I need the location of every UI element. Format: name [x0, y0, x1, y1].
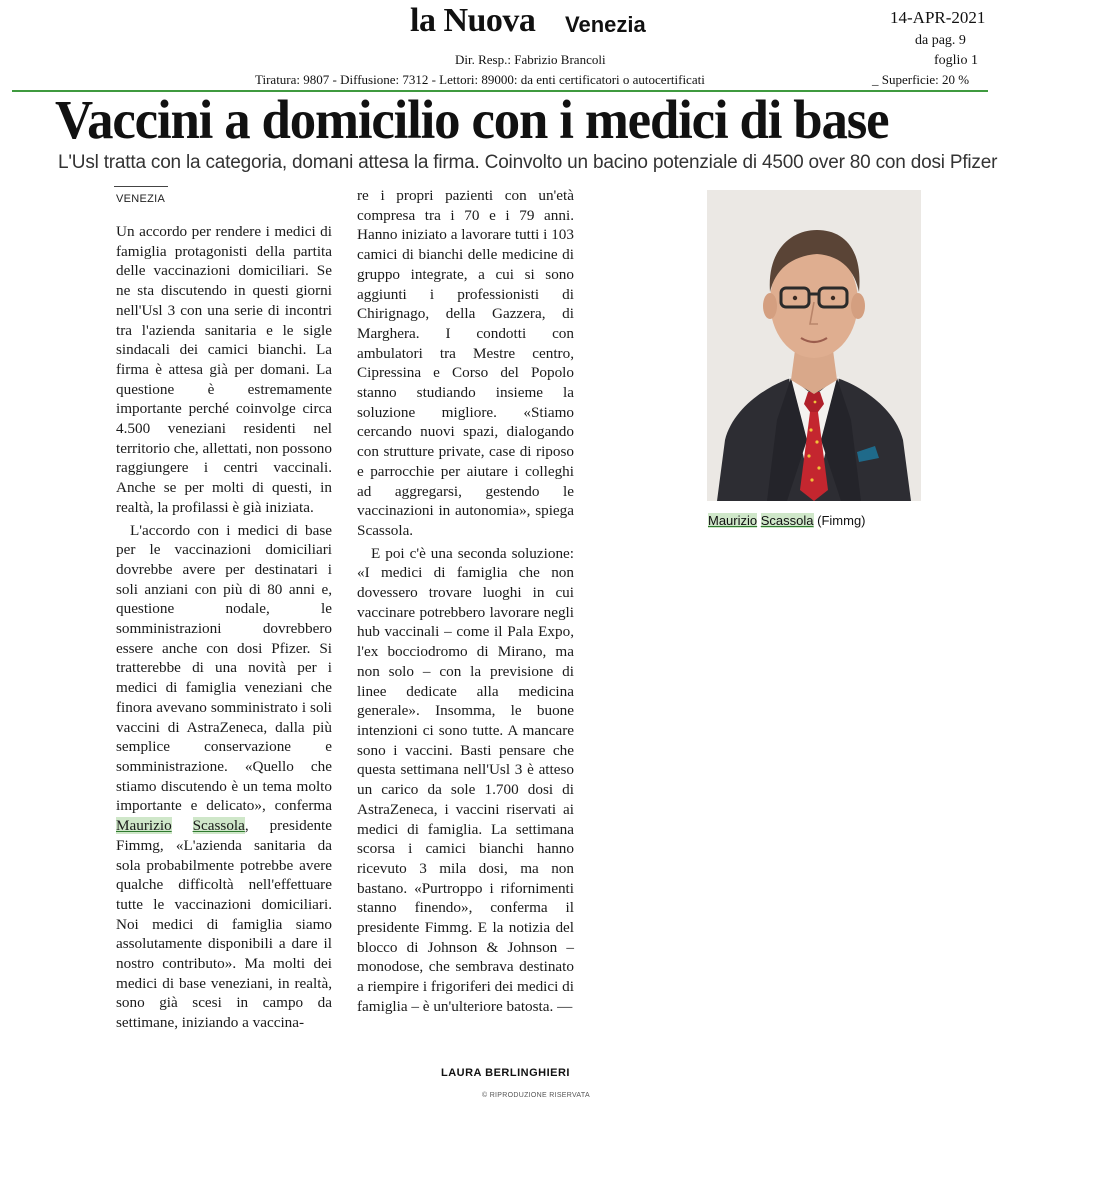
paragraph-2-text: L'accordo con i medici di base per le vaccinazioni domiciliari dovrebbe avere per destinatari i soli anziani con più di 80 anni e, questione nodale, le somministrazioni dovrebbero essere anche con dosi Pfizer. Si tratterebbe di una novità per i medici di famiglia veneziani che finora avevano somministrato i soli vaccini di AstraZeneca, dalla più semplice conservazione e somministrazione. «Quello che stiamo discutendo è un tema molto importante e delicato», conferma [116, 521, 332, 815]
article-column-2 [357, 186, 574, 1017]
edition-name: Venezia [565, 12, 646, 37]
paragraph-2 [116, 521, 332, 1033]
surface-percentage: _ Superficie: 20 % [872, 72, 970, 87]
portrait-photo [707, 190, 921, 501]
circulation-stats: Tiratura: 9807 - Diffusione: 7312 - Lettori: 89000: da enti certificatori o autocertificati [255, 72, 705, 87]
paragraph-4: E poi c'è una seconda soluzione: «I medici di famiglia che non dovessero trovare luoghi in cui vaccinare potrebbero lavorare negli hub vaccinali – come il Pala Expo, l'ex bocciodromo di Mirano, ma non solo – con la previsione di linee dedicate alla medicina generale». Insomma, le buone intenzioni ci sono tutte. A mancare sono i vaccini. Basti pensare che questa settimana nell'Usl 3 è atteso un carico da sole 1.700 dosi di AstraZeneca, i vaccini riservati ai medici di famiglia. La settimana scorsa i camici bianchi hanno ricevuto 3 mila dosi, ma non bastano. «Purtroppo i rifornimenti stanno finendo», conferma il presidente Fimmg. E la notizia del blocco di Johnson & Johnson – monodose, che sembrava destinato a riempire i frigoriferi dei medici di famiglia – è un'ulteriore batosta. — [357, 544, 574, 1015]
portrait-illustration [707, 190, 921, 501]
paragraph-3: re i propri pazienti con un'età compresa tra i 70 e i 79 anni. Hanno iniziato a lavorare tutti i 103 camici di bianchi delle medicine di gruppo integrate, a cui si sono aggiunti i professionisti di Chirignago, della Gazzera, di Marghera. I condotti con ambulatori tra Mestre centro, Cipressina e Corso del Popolo stanno studiando insieme la soluzione migliore. «Stiamo cercando nuovi spazi, dialogando con strutture private, case di riposo e parrocchie per aiutare i colleghi ad aggregarsi, gestendo le vaccinazioni in autonomia», spiega Scassola. [357, 187, 574, 539]
caption-affiliation: (Fimmg) [817, 513, 866, 528]
caption-last-name: Scassola [760, 513, 814, 528]
photo-caption [708, 513, 866, 528]
sheet-number: foglio 1 [934, 53, 978, 68]
caption-first-name: Maurizio [708, 513, 758, 528]
page-reference: da pag. 9 [915, 33, 966, 48]
masthead: la Nuova [410, 2, 536, 39]
paragraph-1: Un accordo per rendere i medici di famiglia protagonisti della partita delle vaccinazioni domiciliari. Se ne sta discutendo in questi giorni nell'Usl 3 con una serie di incontri tra l'azienda sanitaria e le sigle sindacali dei camici bianchi. La firma è attesa già per domani. La questione è estremamente importante perché coinvolge circa 4.500 veneziani residenti nel territorio che, allettati, non possono raggiungere i centri vaccinali. Anche se per molti di questi, in realtà, la profilassi è già iniziata. [116, 223, 332, 516]
copyright-note: © RIPRODUZIONE RISERVATA [482, 1092, 590, 1099]
byline: LAURA BERLINGHIERI [441, 1067, 570, 1079]
dateline: VENEZIA [116, 193, 166, 205]
highlight-first-name: Maurizio [116, 817, 172, 835]
highlight-last-name: Scassola [192, 817, 245, 835]
subheadline: L'Usl tratta con la categoria, domani attesa la firma. Coinvolto un bacino potenziale di 4500 over 80 con dosi Pfizer [58, 152, 998, 173]
paragraph-2-continued: , presidente Fimmg, «L'azienda sanitaria da sola probabilmente potrebbe avere qualche difficoltà nell'effettuare tutte le vaccinazioni domiciliari. Noi medici di famiglia siamo assolutamente disponibili a dare il nostro contributo». Ma molti dei medici di base veneziani, in realtà, sono già scesi in campo da settimane, iniziando a vaccina- [116, 817, 332, 1032]
director-line: Dir. Resp.: Fabrizio Brancoli [455, 52, 606, 67]
headline: Vaccini a domicilio con i medici di base [55, 89, 889, 150]
dateline-rule [114, 186, 168, 187]
publication-date: 14-APR-2021 [890, 8, 986, 27]
article-column-1 [116, 222, 332, 1033]
